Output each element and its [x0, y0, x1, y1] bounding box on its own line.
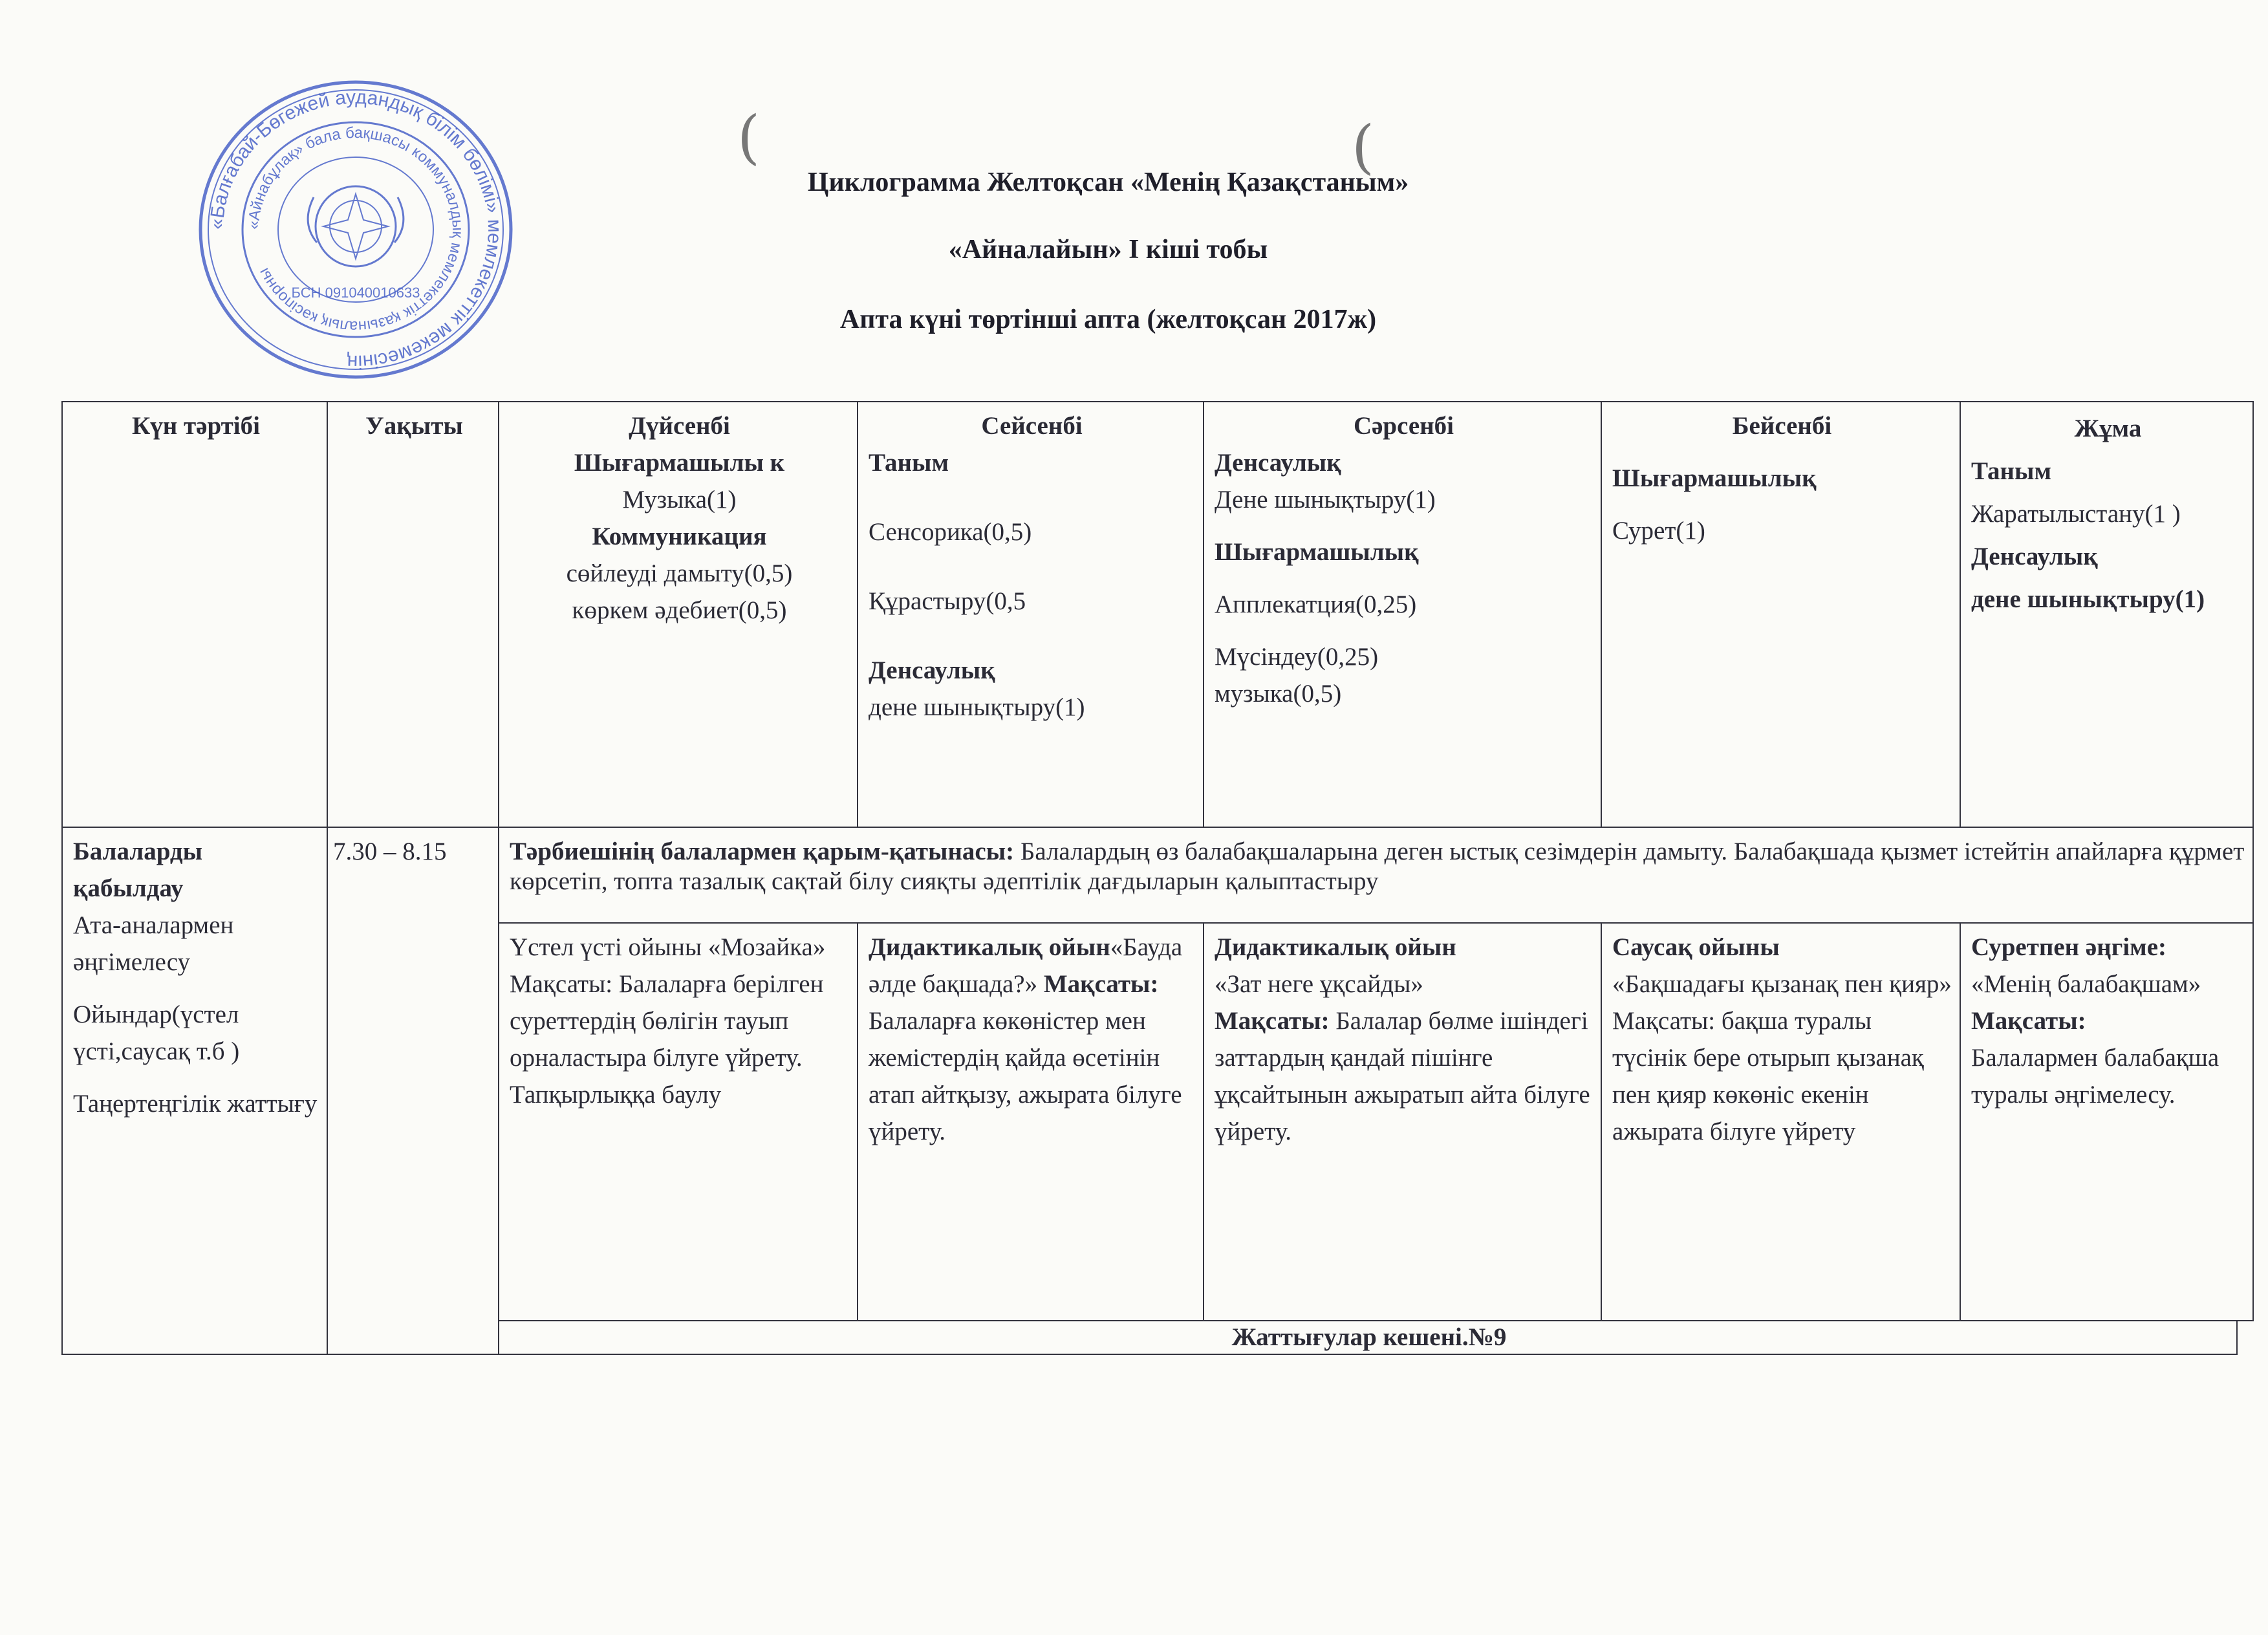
week-info: Апта күні төртінші апта (желтоқсан 2017ж) — [839, 305, 1377, 334]
stamp-outer-text: «Балғабай-Бөгежей аудандық білім бөлімі» мемлекеттік мекемесінің — [206, 86, 506, 373]
wednesday-lesson: Дене шынықтыру(1) — [1215, 486, 1436, 514]
interaction-text: Балалардың өз балабақшаларына деген ыстық сезімдерін дамыту. Балабақшада қызмет істейтін апайларға құрмет көрсетіп, топта тазалық сақтай білу сияқты әдептілік дағдыларын қалыптастыру — [510, 838, 2245, 895]
monday-area: Коммуникация — [592, 523, 767, 550]
thursday-day: Бейсенбі — [1732, 412, 1832, 440]
goal-label: Мақсаты: — [1215, 1007, 1330, 1035]
header-thursday — [1601, 401, 1961, 828]
friday-area: Денсаулық — [1971, 543, 2098, 570]
monday-lesson: сөйлеуді дамыту(0,5) — [566, 559, 793, 587]
tuesday-area: Денсаулық — [869, 656, 995, 684]
interaction-row — [498, 827, 2254, 924]
goal-text: Мақсаты: бақша туралы түсінік бере отырып қызанақ пен қияр көкөніс екенін ажырата білуге үйрету — [1612, 1007, 1924, 1145]
tuesday-area: Таным — [869, 449, 949, 477]
time-cell: 7.30 – 8.15 — [327, 827, 499, 1355]
goal-label: Мақсаты: — [1971, 1007, 2086, 1035]
schedule-table — [61, 401, 2245, 1355]
goal-label: Мақсаты: — [1043, 970, 1159, 998]
goal-text: Балаларға көкөністер мен жемістердің қайда өсетінін атап айтқызу, ажырата білуге үйрету. — [869, 1007, 1182, 1145]
interaction-label: Тәрбиешінің балалармен қарым-қатынасы: — [510, 838, 1015, 865]
monday-day: Дүйсенбі — [629, 412, 730, 440]
monday-area: Шығармашылы к — [574, 449, 785, 477]
activity-name: «Бақшадағы қызанақ пен қияр» — [1612, 970, 1952, 998]
wednesday-day: Сәрсенбі — [1353, 412, 1454, 440]
wednesday-area: Денсаулық — [1215, 449, 1341, 477]
exercise-complex: Жаттығулар кешені.№9 — [498, 1320, 2238, 1355]
goal-text: Балалармен балабақша туралы әңгімелесу. — [1971, 1044, 2219, 1109]
tuesday-activity — [857, 922, 1204, 1321]
official-stamp — [194, 74, 517, 385]
monday-activity: Үстел үсті ойыны «Мозайка» Мақсаты: Балаларға берілген суреттердің бөлігін тауып орналастыра білуге үйрету. Тапқырлыққа баулу — [498, 922, 858, 1321]
tuesday-lesson: Сенсорика(0,5) — [869, 518, 1032, 546]
routine-item: Ойындар(үстел үсті,саусақ т.б ) — [73, 1001, 240, 1065]
header-routine: Күн тәртібі — [61, 401, 328, 828]
activity-label: Дидактикалық ойын — [1215, 933, 1456, 961]
page-title: Циклограмма Желтоқсан «Менің Қазақстаным» — [807, 168, 1409, 197]
activity-label: Суретпен әңгіме: — [1971, 933, 2167, 961]
header-friday — [1960, 401, 2254, 828]
friday-lesson: Жаратылыстану(1 ) — [1971, 500, 2181, 528]
header-time: Уақыты — [327, 401, 499, 828]
wednesday-activity — [1203, 922, 1602, 1321]
wednesday-lesson: Мүсіндеу(0,25) — [1215, 643, 1379, 671]
tuesday-lesson: Құрастыру(0,5 — [869, 587, 1026, 615]
friday-activity — [1960, 922, 2254, 1321]
header-tuesday — [857, 401, 1204, 828]
monday-lesson: көркем әдебиет(0,5) — [572, 596, 787, 624]
thursday-area: Шығармашылық — [1612, 464, 1817, 492]
friday-lesson: дене шынықтыру(1) — [1971, 585, 2205, 613]
friday-area: Таным — [1971, 457, 2052, 485]
pen-mark: ( — [1352, 113, 1375, 181]
stamp-bin: БСН 091040010633 — [291, 285, 420, 301]
activity-name: «Менің балабақшам» — [1971, 970, 2201, 998]
activity-name: «Зат неге ұқсайды» — [1215, 970, 1423, 998]
activity-label: Саусақ ойыны — [1612, 933, 1780, 961]
stamp-inner-text: «Айнабұлақ» бала бақшасы коммуналдық мемлекеттік қазыналық кәсіпорны — [244, 124, 467, 336]
wednesday-lesson: Апплекатция(0,25) — [1215, 590, 1417, 618]
friday-day: Жұма — [2074, 415, 2142, 442]
wednesday-lesson: музыка(0,5) — [1215, 680, 1342, 708]
header-wednesday — [1203, 401, 1602, 828]
routine-item: Таңертеңгілік жаттығу — [73, 1090, 318, 1118]
tuesday-lesson: дене шынықтыру(1) — [869, 693, 1085, 721]
routine-title: Балаларды қабылдау — [73, 838, 203, 902]
pen-mark: ( — [737, 103, 761, 171]
activity-name: «Бауда әлде бақшада?» — [869, 933, 1183, 998]
wednesday-area: Шығармашылық — [1215, 538, 1419, 566]
routine-reception — [61, 827, 328, 1355]
group-name: «Айналайын» І кіші тобы — [948, 235, 1268, 265]
activity-label: Дидактикалық ойын — [869, 933, 1110, 961]
thursday-lesson: Сурет(1) — [1612, 517, 1705, 545]
thursday-activity — [1601, 922, 1961, 1321]
goal-text: Балалар бөлме ішіндегі заттардың қандай пішінге ұқсайтынын ажыратып айта білуге үйрету. — [1215, 1007, 1590, 1145]
header-monday — [498, 401, 858, 828]
routine-item: Ата-аналармен әңгімелесу — [73, 911, 234, 976]
tuesday-day: Сейсенбі — [981, 412, 1083, 440]
monday-lesson: Музыка(1) — [622, 486, 737, 514]
